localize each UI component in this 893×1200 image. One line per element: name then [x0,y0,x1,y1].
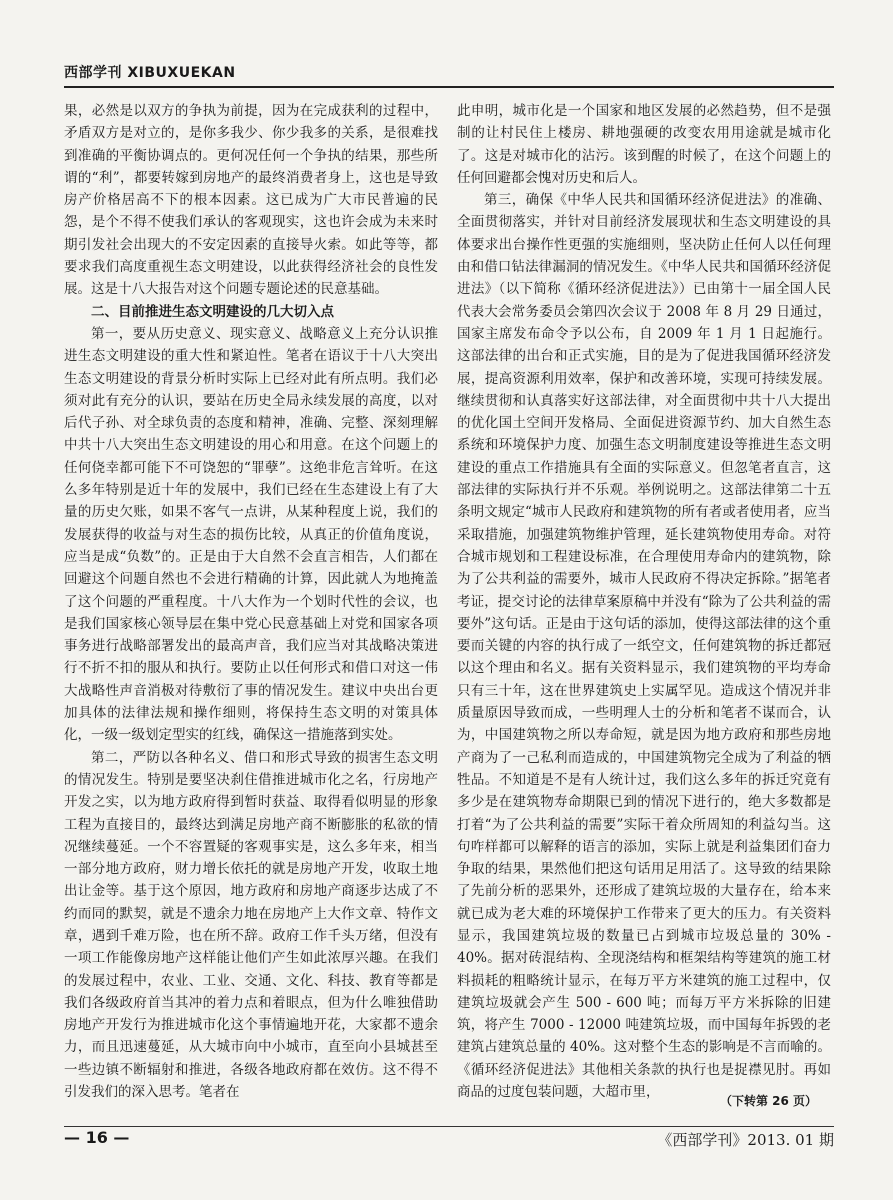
running-header [64,60,834,88]
paragraph: 第二，严防以各种名义、借口和形式导致的损害生态文明的情况发生。特别是要坚决刹住借推进城市化之名，行房地产开发之实，以为地方政府得到暂时获益、取得看似明显的形象工程为直接目的，最终达到满足房地产商不断膨胀的私欲的情况继续蔓延。一个不容置疑的客观事实是，这么多年来，相当一部分地方政府，财力增长依托的就是房地产开发，收取土地出让金等。基于这个原因，地方政府和房地产商逐步达成了不约而同的默契，就是不遗余力地在房地产上大作文章、特作文章，遇到千难万险，也在所不辞。政府工作千头万绪，但没有一项工作能像房地产这样能让他们产生如此浓厚兴趣。在我们的发展过程中，农业、工业、交通、文化、科技、教育等都是我们各级政府首当其冲的着力点和着眼点，但为什么唯独借助房地产开发行为推进城市化这个事情遍地开花，大家都不遗余力，而且迅速蔓延，从大城市向中小城市，直至向小县城甚至一些边镇不断辐射和推进，各级各地政府都在效仿。这不得不引发我们的深入思考。笔者在 [64,749,438,1101]
continued-note: （下转第 26 页） [720,1094,818,1108]
journal-name: 西部学刊 XIBUXUEKAN [64,65,236,81]
left-column [64,100,438,1101]
issue-label: 《西部学刊》2013. 01 期 [657,1131,834,1149]
paragraph: 第一，要从历史意义、现实意义、战略意义上充分认识推进生态文明建设的重大性和紧迫性。笔者在语议于十八大突出生态文明建设的背景分析时实际上已经对此有所点明。我们必须对此有充分的认识，要站在历史全局永续发展的高度，以对后代子孙、对全球负责的态度和精神，准确、完整、深刻理解中共十八大突出生态文明建设的用心和用意。在这个问题上的任何侥幸都可能下不可饶恕的“罪孽”。这绝非危言耸听。在这么多年特别是近十年的发展中，我们已经在生态建设上有了大量的历史欠账，如果不客气一点讲，从某种程度上说，我们的发展获得的收益与对生态的损伤比较，从真正的价值角度说，应当是成“负数”的。正是由于大自然不会直言相告，人们都在回避这个问题自然也不会进行精确的计算，因此就人为地掩盖了这个问题的严重程度。十八大作为一个划时代性的会议，也是我们国家核心领导层在集中党心民意基础上对党和国家各项事务进行战略部署发出的最高声音，我们应当对其战略决策进行不折不扣的服从和执行。要防止以任何形式和借口对这一伟大战略性声音消极对待敷衍了事的情况发生。建议中央出台更加具体的法律法规和操作细则，将保持生态文明的对策具体化，一级一级划定型实的红线，确保这一措施落到实处。 [64,325,438,744]
paragraph: 第三，确保《中华人民共和国循环经济促进法》的准确、全面贯彻落实，并针对目前经济发展现状和生态文明建设的具体要求出台操作性更强的实施细则，坚决防止任何人以任何理由和借口钻法律漏洞的情况发生。《中华人民共和国循环经济促进法》（以下简称《循环经济促进法》）已由第十一届全国人民代表大会常务委员会第四次会议于 2008 年 8 月 29 日通过，国家主席发布命令予以公布，自 2009 年 1 月 1 日起施行。这部法律的出台和正式实施，目的是为了促进我国循环经济发展，提高资源利用效率，保护和改善环境，实现可持续发展。继续贯彻和认真落实好这部法律，对全面贯彻中共十八大提出的优化国土空间开发格局、全面促进资源节约、加大自然生态系统和环境保护力度、加强生态文明制度建设等推进生态文明建设的重点工作措施具有全面的实际意义。但忽笔者直言，这部法律的实际执行并不乐观。举例说明之。这部法律第二十五条明文规定“城市人民政府和建筑物的所有者或者使用者，应当采取措施，加强建筑物维护管理，延长建筑物使用寿命。对符合城市规划和工程建设标准，在合理使用寿命内的建筑物，除为了公共利益的需要外，城市人民政府不得决定拆除。”据笔者考证，提交讨论的法律草案原稿中并没有“除为了公共利益的需要外”这句话。正是由于这句话的添加，使得这部法律的这个重要而关键的内容的执行成了一纸空文，任何建筑物的拆迁都冠以这个理由和名义。据有关资料显示，我们建筑物的平均寿命只有三十年，这在世界建筑史上实属罕见。造成这个情况并非质量原因导致而成，一些明理人士的分析和笔者不谋而合，认为，中国建筑物之所以寿命短，就是因为地方政府和那些房地产商为了一己私利而造成的，中国建筑物完全成为了利益的牺牲品。不知道是不是有人统计过，我们这么多年的拆迁究竟有多少是在建筑物寿命期限已到的情况下进行的，绝大多数都是打着“为了公共利益的需要”实际干着众所周知的利益勾当。这句咋样都可以解释的语言的添加，实际上就是利益集团们奋力争取的结果，果然他们把这句话用足用活了。这导致的结果除了先前分析的恶果外，还形成了建筑垃圾的大量存在，给本来就已成为老大难的环境保护工作带来了更大的压力。有关资料显示，我国建筑垃圾的数量已占到城市垃圾总量的 30% - 40%。据对砖混结构、全现浇结构和框架结构等建筑的施工材料损耗的粗略统计显示，在每万平方米建筑的施工过程中，仅建筑垃圾就会产生 500 - 600 吨；而每万平方米拆除的旧建筑，将产生 7000 - 12000 吨建筑垃圾，而中国每年拆毁的老建筑占建筑总量的 40%。这对整个生态的影响是不言而喻的。《循环经济促进法》其他相关条款的执行也是捉襟见肘。再如商品的过度包装问题，大超市里， [457,192,831,1101]
paragraph: 果，必然是以双方的争执为前提，因为在完成获利的过程中，矛盾双方是对立的，是你多我少、你少我多的关系，是很难找到准确的平衡协调点的。更何况任何一个争执的结果，那些所谓的“利”，都要转嫁到房地产的最终消费者身上，这也是导致房产价格居高不下的根本因素。这已成为广大市民普遍的民怨，是个不得不使我们承认的客观现实，这也许会成为未来时期引发社会出现大的不安定因素的直接导火索。如此等等，都要求我们高度重视生态文明建设，以此获得经济社会的良性发展。这是十八大报告对这个问题专题论述的民意基础。 [64,103,438,298]
paragraph: 此申明，城市化是一个国家和地区发展的必然趋势，但不是强制的让村民住上楼房、耕地强硬的改变农用用途就是城市化了。这是对城市化的沾污。该到醒的时候了，在这个问题上的任何回避都会愧对历史和后人。 [457,103,831,186]
page-number: — 16 — [64,1128,130,1147]
section-heading: 二、目前推进生态文明建设的几大切入点 [91,303,334,320]
footer-divider [64,1126,834,1127]
